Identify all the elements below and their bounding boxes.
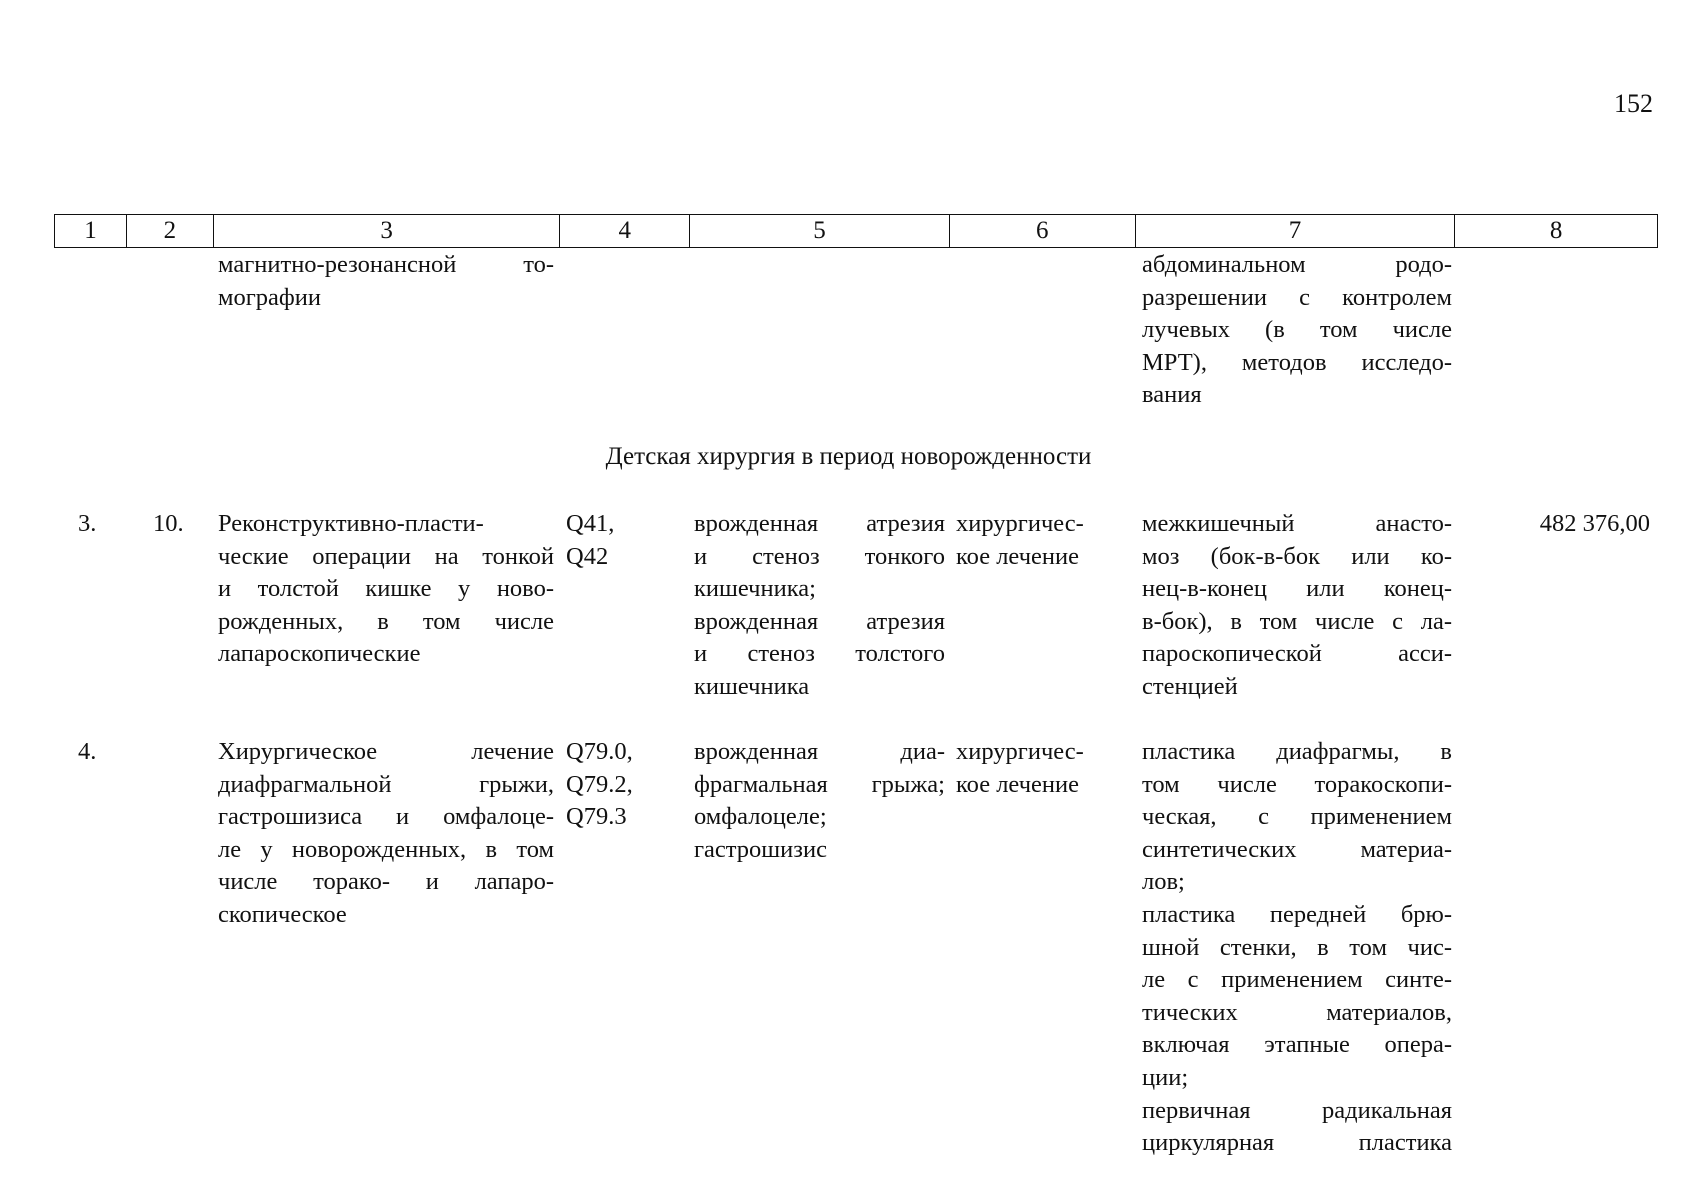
row-number: 3.	[78, 510, 97, 537]
header-col-2: 2	[127, 215, 214, 247]
header-col-3: 3	[214, 215, 561, 247]
continuation-col7-text: абдоминальном родо- разрешении с контролем лучевых (в том числе МРТ), методов исследо- вания	[1142, 251, 1452, 409]
row-number: 4.	[78, 738, 97, 765]
icd-codes: Q41, Q42	[566, 510, 615, 570]
treatment-type: хирургичес- кое лечение	[956, 510, 1084, 570]
cost-value: 482 376,00	[1539, 510, 1650, 537]
section-title: Детская хирургия в период новорожденности	[605, 443, 1092, 470]
patient-model: врожденная атрезия и стеноз тонкого кишечника; врожденная атрезия и стеноз толстого кишечника	[694, 510, 945, 700]
treatment-type: хирургичес- кое лечение	[956, 738, 1084, 798]
treatment-method: пластика диафрагмы, в том числе торакоскопи- ческая, с применением синтетических материа- лов; пластика передней брю- шной стенки, в том чис- ле с применением синте- тических материалов, включая этапные опера- ции; первичная радикальная циркулярная пластика	[1142, 738, 1452, 1157]
table-header-row	[54, 214, 1658, 248]
header-col-8: 8	[1549, 217, 1563, 244]
icd-codes: Q79.0, Q79.2, Q79.3	[566, 738, 633, 831]
page-number: 152	[1614, 89, 1653, 118]
header-col-7: 7	[1136, 215, 1456, 247]
care-type-name: Хирургическое лечение диафрагмальной грыжи, гастрошизиса и омфалоце- ле у новорожденных, в том числе торако- и лапаро- скопическое	[218, 738, 554, 928]
treatment-method: межкишечный анасто- моз (бок-в-бок или ко- нец-в-конец или конец- в-бок), в том числе с ла- пароскопической асси- стенцией	[1142, 510, 1452, 700]
care-type-name: Реконструктивно-пласти- ческие операции на тонкой и толстой кишке у ново- рожденных, в том числе лапароскопические	[218, 510, 554, 668]
header-col-4: 4	[560, 215, 690, 247]
group-number: 10.	[153, 510, 184, 537]
header-col-5: 5	[690, 215, 950, 247]
patient-model: врожденная диа- фрагмальная грыжа; омфалоцеле; гастрошизис	[694, 738, 945, 863]
header-col-1: 1	[55, 215, 127, 247]
continuation-col3-text: магнитно-резонансной то- мографии	[218, 251, 554, 311]
header-col-6: 6	[950, 215, 1136, 247]
